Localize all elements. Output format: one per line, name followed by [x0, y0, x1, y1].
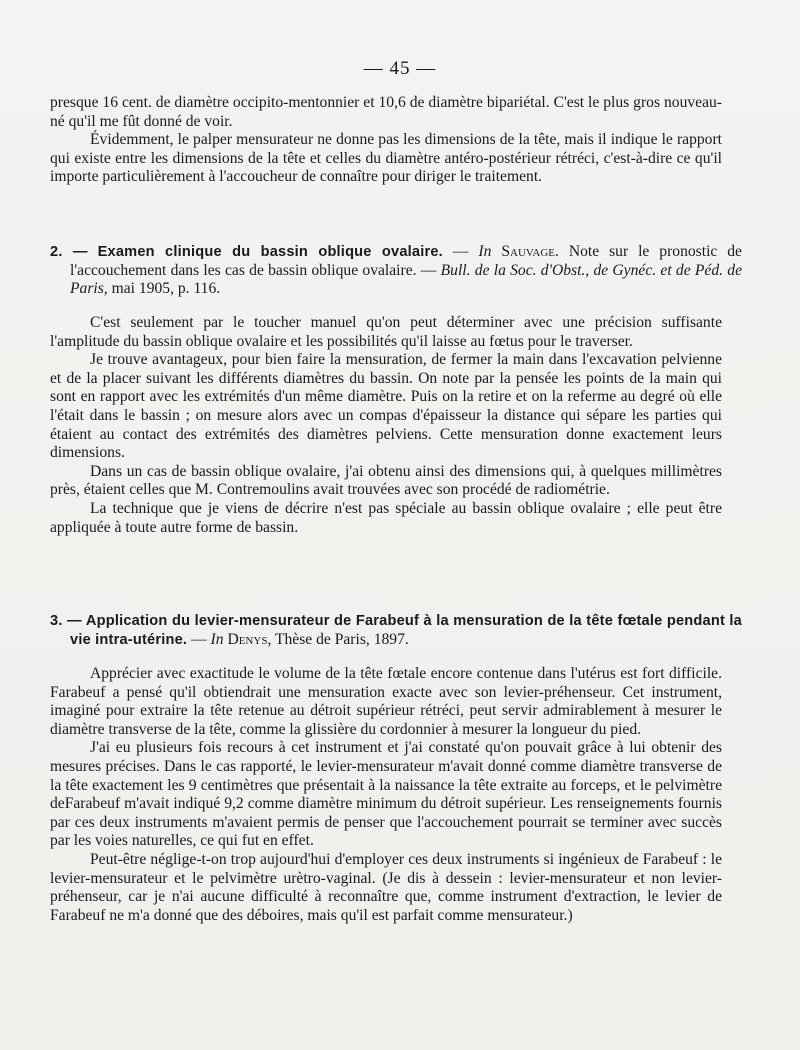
section-2-paragraph-3: Dans un cas de bassin oblique ovalaire, j'ai obtenu ainsi des dimensions qui, à quelques millimètres près, étaient celles que M. Contremoulins avait trouvées avec son procédé de radiométrie.	[50, 462, 722, 499]
section-3-paragraph-3: Peut-être néglige-t-on trop aujourd'hui d'employer ces deux instruments si ingénieux de Farabeuf : le levier-mensurateur et le pelvimètre urètro-vaginal. (Je dis à dessein : levier-mensurateur et non levier-préhenseur, car je n'ai aucune difficulté à reconnaître que, comme instrument d'extraction, le levier de Farabeuf ne m'a donné que des déboires, mais qu'il est parfait comme mensurateur.)	[50, 850, 722, 924]
page-number: — 45 —	[363, 58, 437, 79]
intro-block	[50, 94, 722, 187]
section-3-number: 3. —	[50, 613, 82, 629]
section-3-ref-in: In	[210, 630, 224, 648]
intro-paragraph-1: presque 16 cent. de diamètre occipito-mentonnier et 10,6 de diamètre bipariétal. C'est le plus gros nouveau-né qu'il me fût donné de voir.	[50, 94, 722, 130]
section-2-title: Examen clinique du bassin oblique ovalaire.	[97, 244, 443, 260]
section-2-ref-author: Sauvage	[501, 243, 556, 260]
section-3-ref-author: Denys	[227, 630, 268, 648]
section-3-paragraph-2: J'ai eu plusieurs fois recours à cet instrument et j'ai constaté qu'on pouvait grâce à lui obtenir des mesures précises. Dans le cas rapporté, le levier-mensurateur m'avait donné comme diamètre transverse de la tête exactement les 9 centimètres que présentait à la naissance la tête extraite au forceps, et le pelvimètre deFarabeuf m'avait indiqué 9,2 comme diamètre minimum du détroit supérieur. Les renseignements fournis par ces deux instruments m'avaient permis de penser que l'accouchement pourrait se terminer avec succès par les voies naturelles, ce qui fut en effet.	[50, 739, 722, 850]
section-3-title: Application du levier-mensurateur de Farabeuf à la mensuration de la tête fœtale pendant la vie intra-utérine.	[70, 613, 743, 648]
section-2-body	[50, 314, 722, 537]
section-3-body	[50, 665, 722, 925]
section-2-ref-date: mai 1905, p. 116.	[111, 280, 221, 298]
intro-paragraph-2: Évidemment, le palper mensurateur ne donne pas les dimensions de la tête, mais il indique le rapport qui existe entre les dimensions de la tête et celles du diamètre antéro-postérieur rétréci, c'est-à-dire ce qu'il importe particulièrement à l'accoucheur de connaître pour diriger le traitement.	[50, 131, 722, 186]
section-2-number: 2. —	[50, 244, 88, 260]
section-2-paragraph-4: La technique que je viens de décrire n'est pas spéciale au bassin oblique ovalaire ; elle peut être appliquée à toute autre forme de bassin.	[50, 499, 722, 536]
section-3-paragraph-1: Apprécier avec exactitude le volume de la tête fœtale encore contenue dans l'utérus est fort difficile. Farabeuf a pensé qu'il obtiendrait une mensuration exacte avec son levier-préhenseur. Cet instrument, imaginé pour extraire la tête retenue au détroit supérieur rétréci, peut servir admirablement à mesurer le diamètre transverse de la tête, comme la glissière du cordonnier à mesurer la longueur du pied.	[50, 665, 722, 738]
section-3-heading	[50, 612, 742, 649]
section-3-ref-sep: —	[191, 630, 207, 648]
section-2-ref-journal: Bull. de la Soc. d'Obst., de Gynéc. et de Péd. de Paris,	[70, 261, 742, 298]
section-2-paragraph-1: C'est seulement par le toucher manuel qu'on peut déterminer avec une précision suffisante l'amplitude du bassin oblique ovalaire et les possibilités qu'il laisse au fœtus pour le traverser.	[50, 314, 722, 350]
section-2-ref-sep: —	[452, 243, 469, 260]
section-2-ref-in: In	[478, 243, 492, 260]
section-2-paragraph-2: Je trouve avantageux, pour bien faire la mensuration, de fermer la main dans l'excavation pelvienne et de la placer suivant les différents diamètres du bassin. On note par la pensée les points de la main qui sont en rapport avec les extrémités d'un même diamètre. Puis on la retire et on la referme au degré où elle l'était dans le bassin ; on mesure alors avec un compas d'épaisseur la distance qui sépare les parties qui étaient au contact des extrémités des diamètres pelviens. Cette mensuration donne exactement leurs dimensions.	[50, 351, 722, 462]
section-2-heading	[50, 243, 742, 299]
section-2-ref-text: . Note sur le pronostic de l'accouchement dans les cas de bassin oblique ovalaire. —	[70, 243, 742, 279]
section-3-ref-text: , Thèse de Paris, 1897.	[267, 630, 409, 648]
